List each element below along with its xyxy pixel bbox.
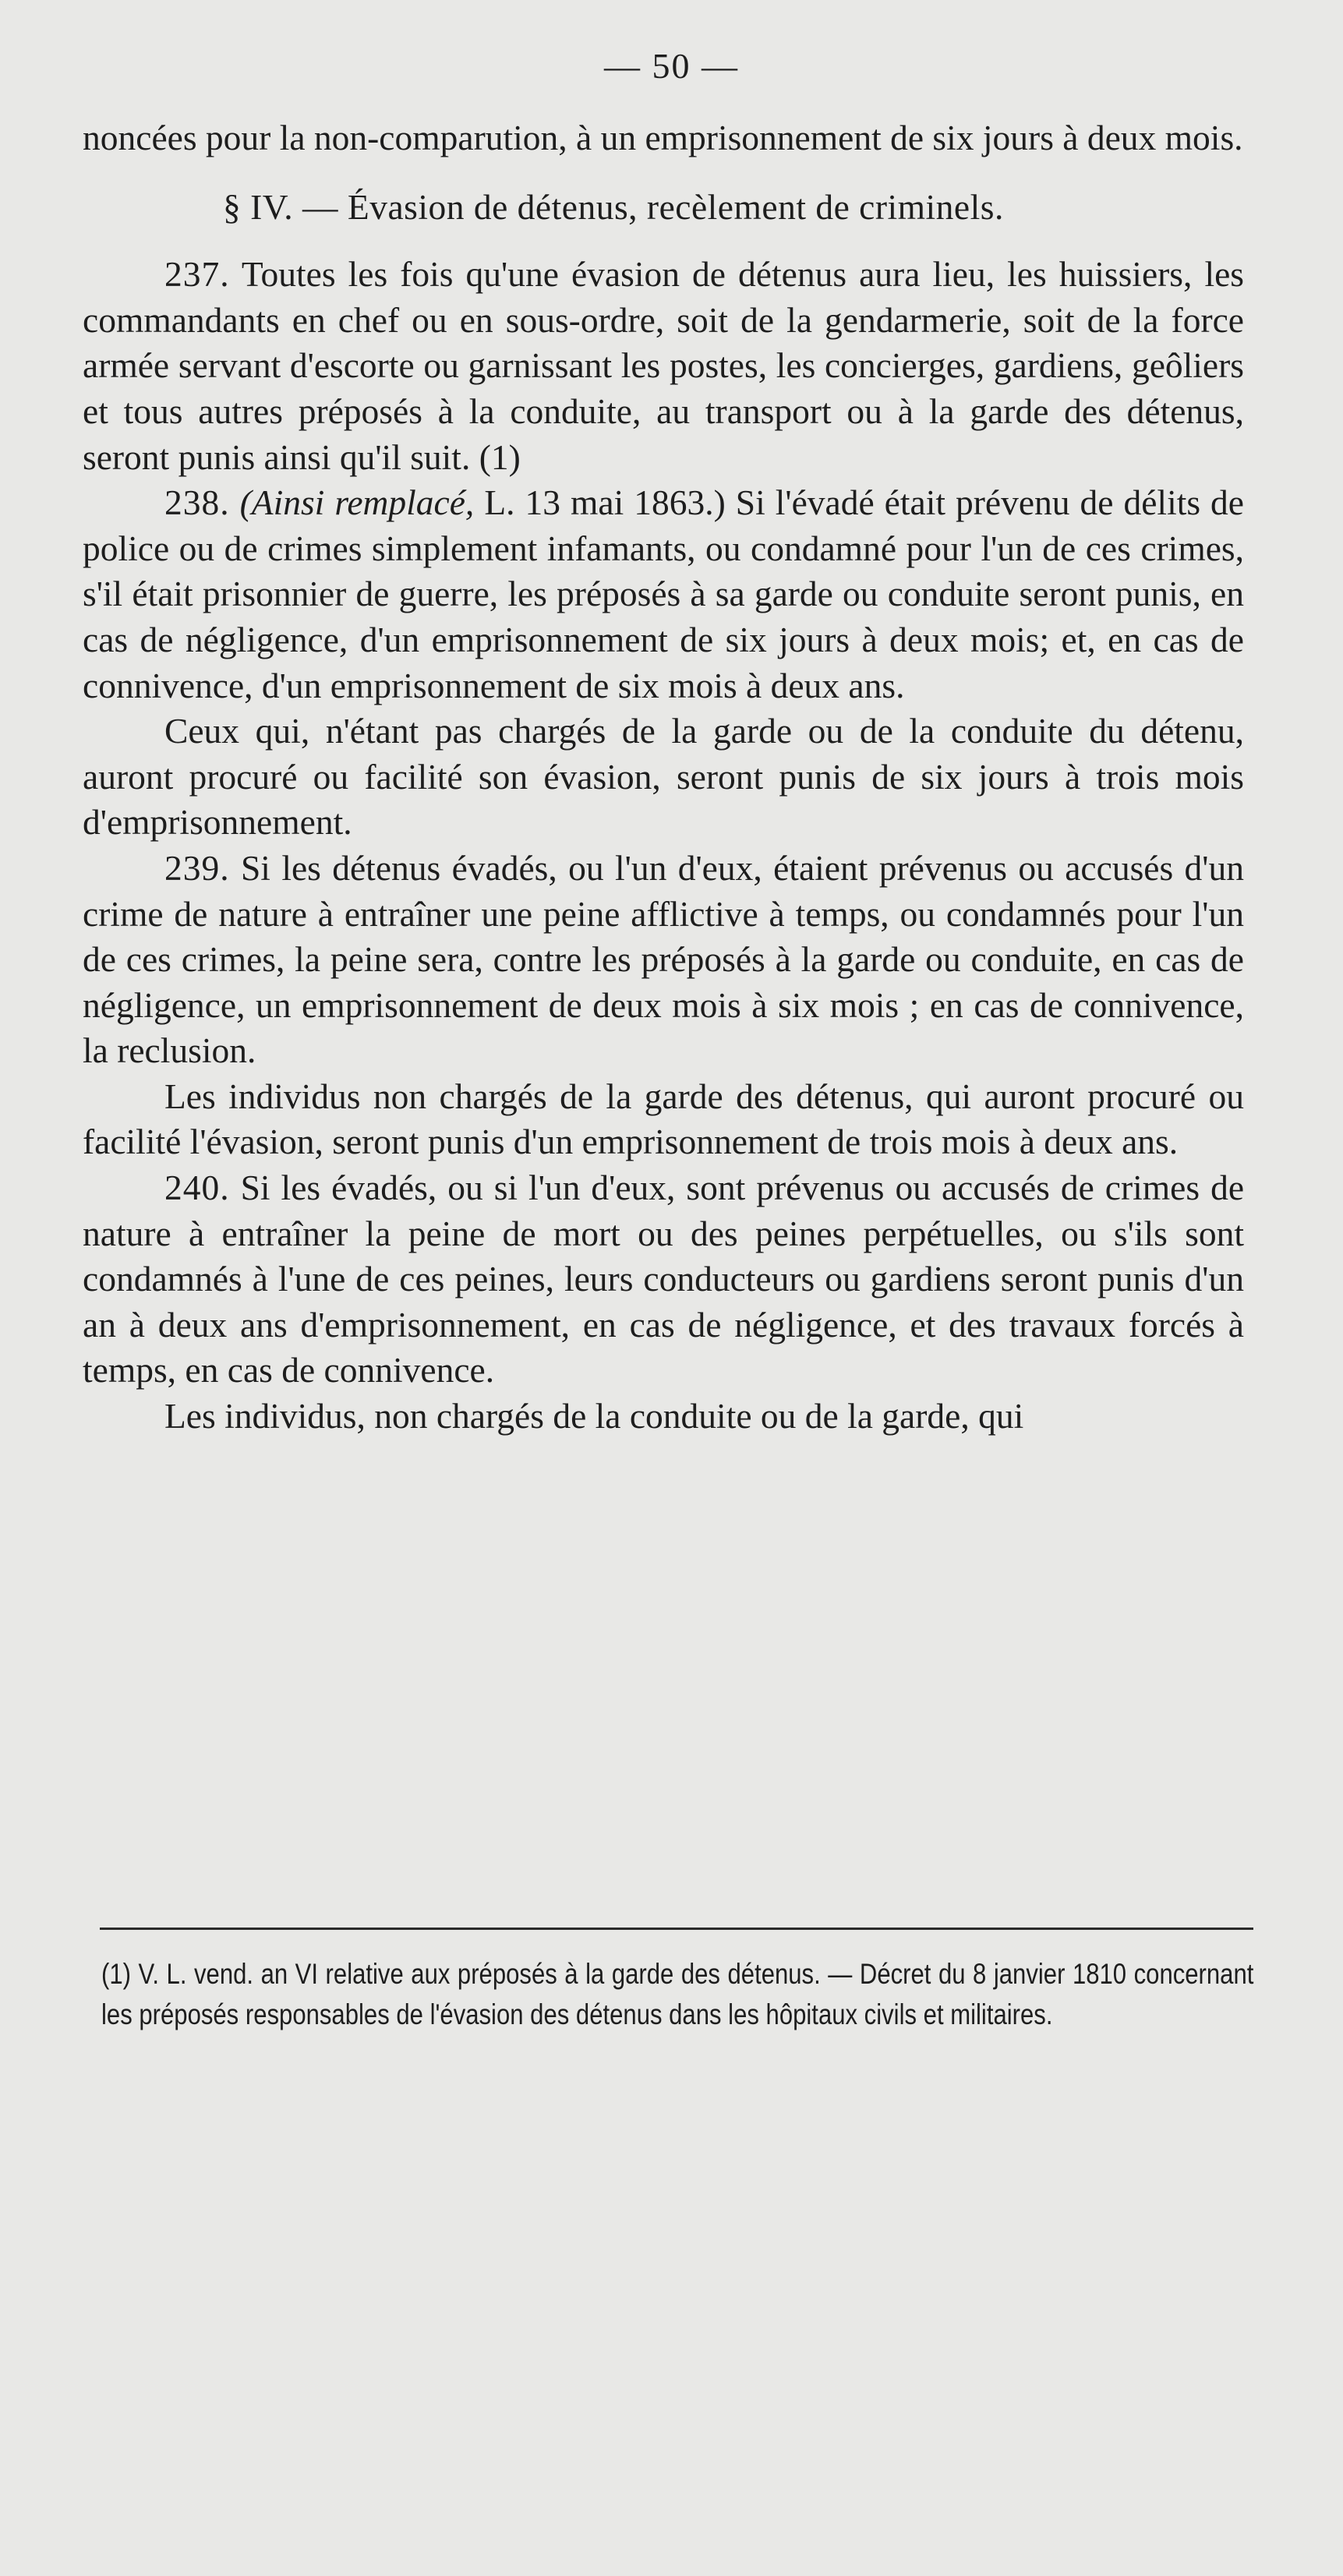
page-number: — 50 —	[604, 46, 739, 86]
footnote	[101, 1954, 1253, 2035]
article-text: Toutes les fois qu'une évasion de détenus aura lieu, les huissiers, les commandants en chef ou en sous-ordre, soit de la gendarmerie, soit de la force armée servant d'escorte ou garnissant les postes, les concierges, gardiens, geôliers et tous autres préposés à la conduite, au transport ou à la garde des détenus, seront punis ainsi qu'il suit. (1)	[83, 254, 1244, 477]
article-number: 239.	[164, 847, 230, 888]
article-240-paragraph-2: Les individus, non chargés de la conduite ou de la garde, qui	[164, 1396, 1024, 1436]
article-text: Si les détenus évadés, ou l'un d'eux, étaient prévenus ou accusés d'un crime de nature à entraîner une peine afflictive à temps, ou condamnés pour l'un de ces crimes, la peine sera, contre les préposés à la garde ou conduite, en cas de négligence, un emprisonnement de deux mois à six mois ; en cas de connivence, la reclusion.	[83, 847, 1244, 1071]
article-number: 240.	[164, 1168, 230, 1208]
article-number: 238.	[164, 482, 230, 523]
article-number: 237.	[164, 254, 230, 295]
article-text: Si les évadés, ou si l'un d'eux, sont prévenus ou accusés de crimes de nature à entraîner la peine de mort ou des peines perpétuelles, ou s'ils sont condamnés à l'une de ces peines, leurs conducteurs ou gardiens seront punis d'un an à deux ans d'emprisonnement, en cas de négligence, et des travaux forcés à temps, en cas de connivence.	[83, 1168, 1245, 1390]
main-text	[83, 115, 1244, 1440]
amendment-note: (Ainsi remplacé,	[239, 482, 475, 523]
article-239-paragraph-2: Les individus non chargés de la garde des détenus, qui auront procuré ou facilité l'évasion, seront punis d'un emprisonnement de trois mois à deux ans.	[83, 1076, 1244, 1162]
article-239	[83, 846, 1244, 1074]
footnote-divider	[100, 1928, 1253, 1930]
article-238-paragraph-2: Ceux qui, n'étant pas chargés de la garde ou de la conduite du détenu, auront procuré ou facilité son évasion, seront punis de six jours à trois mois d'emprisonnement.	[83, 711, 1244, 843]
article-238	[83, 480, 1244, 708]
article-240	[83, 1165, 1244, 1394]
section-heading: § IV. — Évasion de détenus, recèlement de criminels.	[223, 186, 1004, 227]
amendment-reference: L. 13 mai 1863.)	[484, 482, 726, 523]
article-text: Si l'évadé était prévenu de délits de police ou de crimes simplement infamants, ou condamné pour l'un de ces crimes, s'il était prisonnier de guerre, les préposés à sa garde ou conduite seront punis, en cas de négligence, d'un emprisonnement de six jours à deux mois; et, en cas de connivence, d'un emprisonnement de six mois à deux ans.	[83, 482, 1245, 705]
article-237	[83, 252, 1244, 480]
footnote-text: (1) V. L. vend. an VI relative aux préposés à la garde des détenus. — Décret du 8 janvier 1810 concernant les préposés responsables de l'évasion des détenus dans les hôpitaux civils et militaires.	[101, 1958, 1254, 2030]
continued-paragraph: noncées pour la non-comparution, à un emprisonnement de six jours à deux mois.	[83, 118, 1243, 157]
